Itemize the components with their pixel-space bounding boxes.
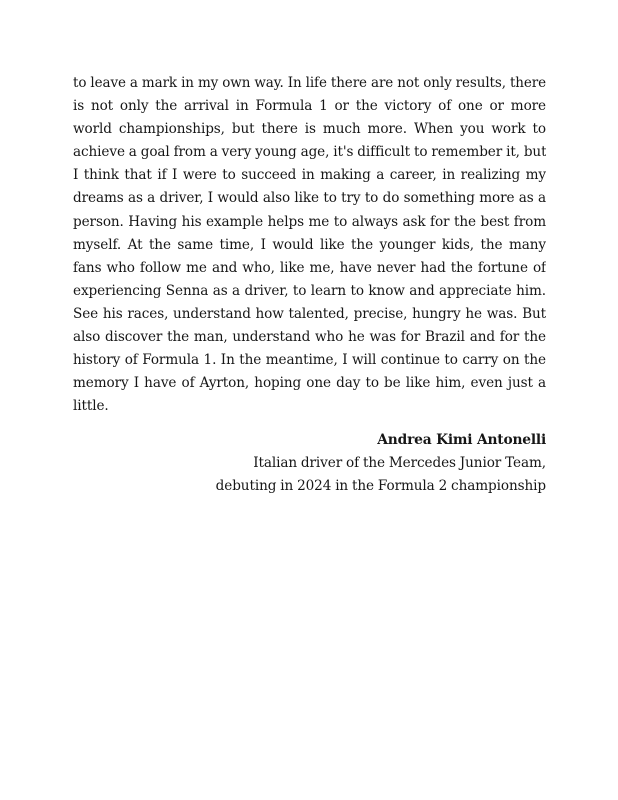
body-paragraph (73, 72, 546, 418)
paragraph-line: fans who follow me and who, like me, have never had the fortune of (73, 259, 546, 276)
paragraph-line: to leave a mark in my own way. In life there are not only results, there (73, 75, 546, 91)
author-role-line: debuting in 2024 in the Formula 2 championship (215, 478, 546, 494)
paragraph-line: also discover the man, understand who he was for Brazil and for the (73, 329, 546, 346)
paragraph-line: history of Formula 1. In the meantime, I will continue to carry on the (73, 352, 546, 369)
paragraph-line: memory I have of Ayrton, hoping one day to be like him, even just a (73, 375, 546, 392)
paragraph-line: See his races, understand how talented, precise, hungry he was. But (73, 305, 546, 322)
paragraph-line: world championships, but there is much more. When you work to (73, 121, 546, 138)
author-role-line: Italian driver of the Mercedes Junior Team, (253, 455, 546, 471)
paragraph-line: little. (73, 398, 109, 415)
paragraph-line: I think that if I were to succeed in making a career, in realizing my (73, 167, 546, 184)
author-name: Andrea Kimi Antonelli (377, 432, 546, 448)
paragraph-line: is not only the arrival in Formula 1 or the victory of one or more (73, 98, 546, 115)
paragraph-line: dreams as a driver, I would also like to try to do something more as a (73, 190, 546, 207)
paragraph-line: person. Having his example helps me to always ask for the best from (73, 213, 546, 230)
signature-block (126, 429, 546, 498)
paragraph-line: achieve a goal from a very young age, it's difficult to remember it, but (73, 144, 546, 161)
paragraph-line: experiencing Senna as a driver, to learn to know and appreciate him. (73, 282, 546, 299)
paragraph-line: myself. At the same time, I would like the younger kids, the many (73, 236, 546, 253)
